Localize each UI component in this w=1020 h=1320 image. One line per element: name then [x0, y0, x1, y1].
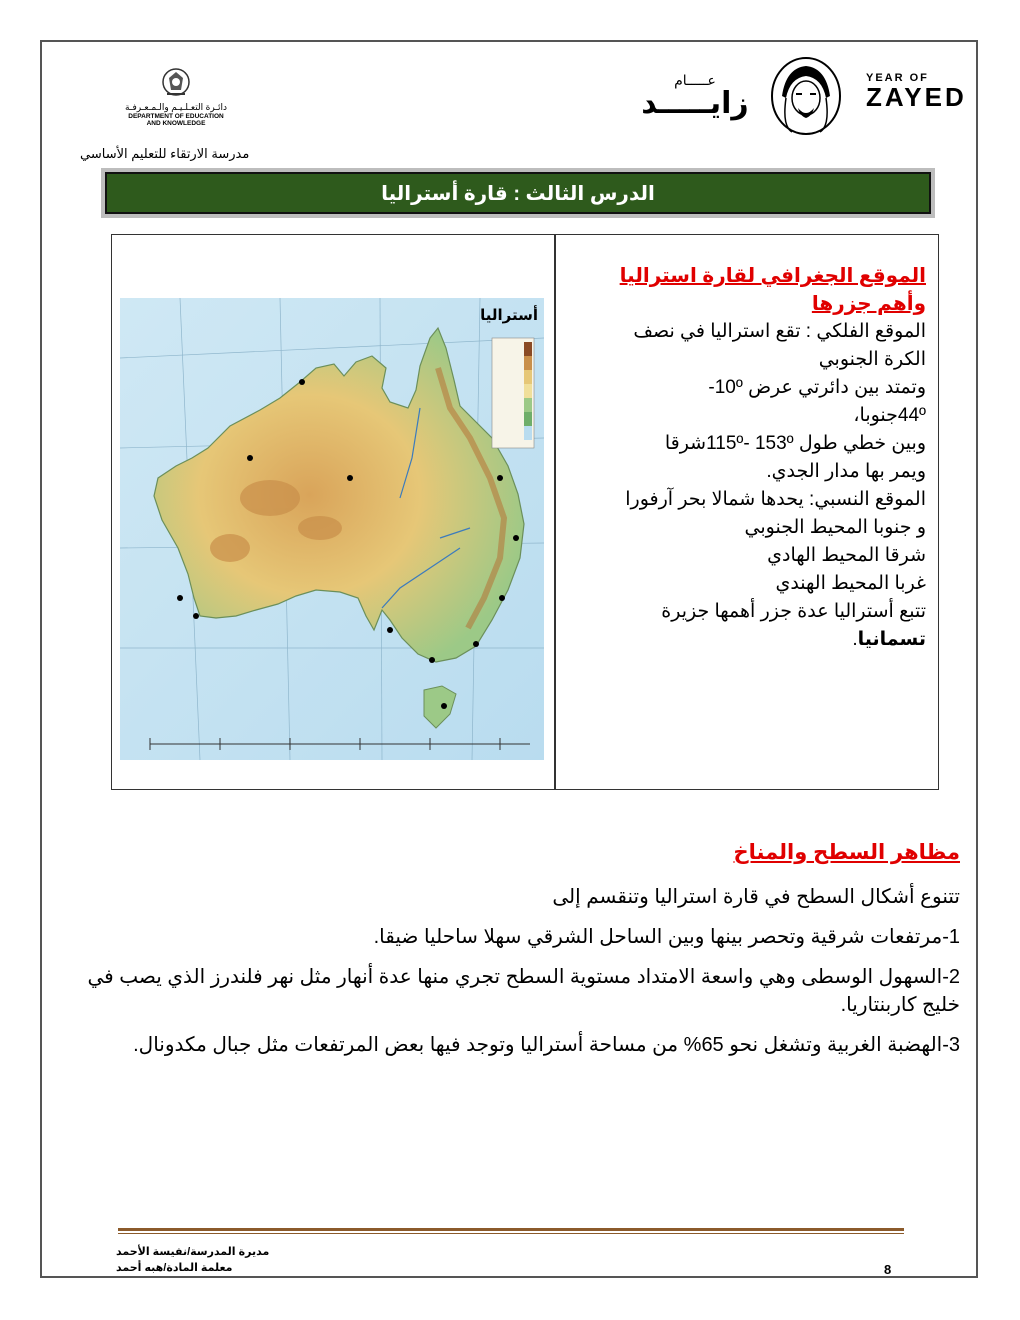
- location-text: [560, 262, 926, 654]
- location-line-11: تتبع أستراليا عدة جزر أهمها جزيرة: [661, 601, 926, 622]
- surface-item-1: 1-مرتفعات شرقية وتحصر بينها وبين الساحل الشرقي سهلا ساحليا ضيقا.: [373, 926, 960, 948]
- surface-section: [66, 840, 960, 1071]
- location-heading-1: الموقع الجغرافي لقارة استراليا: [619, 265, 926, 287]
- page-number: 8: [884, 1262, 892, 1277]
- year-of-zayed-logo-en: [866, 72, 966, 110]
- principal-name: مديرة المدرسة/نفيسة الأحمد: [116, 1246, 270, 1258]
- footer-divider-thick: [118, 1228, 904, 1231]
- year-ar-text: عـــــام: [674, 72, 716, 88]
- lesson-title-box: [101, 168, 935, 218]
- zayed-portrait-icon: [756, 56, 856, 136]
- location-line-2: الكرة الجنوبي: [818, 349, 926, 370]
- year-of-text: YEAR OF: [866, 72, 929, 84]
- location-line-1: الموقع الفلكي : تقع استراليا في نصف: [633, 321, 926, 342]
- location-line-7: الموقع النسبي: يحدها شمالا بحر آرفورا: [625, 489, 926, 510]
- location-line-5: وبين خطي طول 115º- 153ºشرقا: [664, 433, 926, 454]
- elevation-legend: [492, 338, 534, 448]
- location-line-8: و جنوبا المحيط الجنوبي: [744, 517, 926, 538]
- location-line-10: غربا المحيط الهندي: [775, 573, 926, 594]
- surface-item-3: 3-الهضبة الغربية وتشغل نحو 65% من مساحة أستراليا وتوجد فيها بعض المرتفعات مثل جبال مكدونال.: [133, 1034, 960, 1056]
- tasmania-bold: تسمانيا: [857, 629, 926, 650]
- surface-item-2: 2-السهول الوسطى وهي واسعة الامتداد مستوية السطح تجري منها عدة أنهار مثل نهر فلندرز الذي يصب في خليج كاربنتاريا.: [87, 966, 960, 1016]
- map-title: أستراليا: [480, 306, 538, 324]
- lesson-title: الدرس الثالث : قارة أستراليا: [381, 182, 655, 205]
- location-line-6: ويمر بها مدار الجدي.: [766, 461, 926, 482]
- table-divider: [554, 235, 556, 789]
- dept-name-en-1: DEPARTMENT OF EDUCATION: [128, 113, 224, 120]
- dept-name-ar: دائـرة التعـلـيـم والـمـعـرفـة: [124, 102, 227, 112]
- lesson-title-bar: [105, 172, 931, 214]
- location-line-12: [560, 626, 926, 654]
- surface-heading: مظاهر السطح والمناخ: [733, 841, 960, 864]
- school-name: مدرسة الارتقاء للتعليم الأساسي: [80, 146, 250, 161]
- location-heading-2: وأهم جزرها: [811, 293, 926, 315]
- teacher-name: معلمة المادة/هبه أحمد: [116, 1262, 233, 1274]
- australia-map: [120, 298, 544, 760]
- department-logo: [116, 66, 236, 127]
- zayed-ar-text: زايـــــد: [641, 87, 749, 120]
- surface-intro: تتنوع أشكال السطح في قارة استراليا وتنقسم إلى: [552, 886, 960, 908]
- footer-names: [116, 1244, 316, 1276]
- footer-divider-thin: [118, 1233, 904, 1234]
- zayed-text: ZAYED: [866, 82, 967, 112]
- location-line-end: .: [852, 629, 858, 650]
- location-line-3: وتمتد بين دائرتي عرض 10º-: [708, 377, 926, 398]
- location-line-4: 44ºجنوبا،: [853, 405, 926, 426]
- dept-name-en-2: AND KNOWLEDGE: [146, 120, 206, 127]
- year-of-zayed-logo-ar: [640, 72, 750, 119]
- emblem-icon: [159, 66, 193, 100]
- location-line-9: شرقا المحيط الهادي: [767, 545, 926, 566]
